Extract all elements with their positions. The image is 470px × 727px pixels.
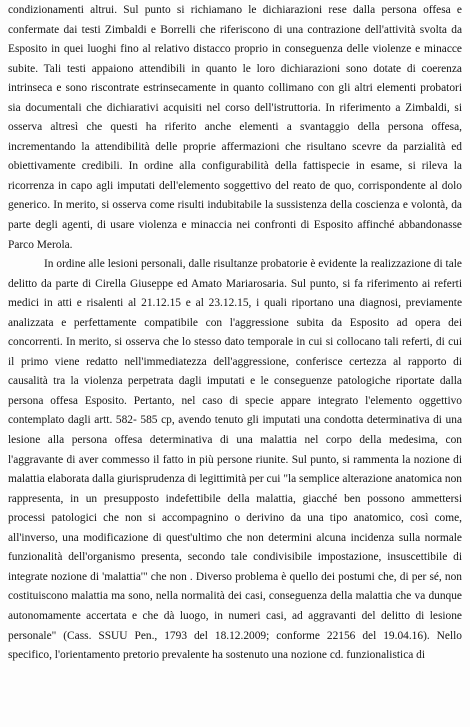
document-body xyxy=(8,1,462,666)
paragraph-lesioni-personali: In ordine alle lesioni personali, dalle risultanze probatorie è evidente la realizzazione di tale delitto da parte di Cirella Giuseppe ed Amato Mariarosaria. Sul punto, si fa riferimento ai referti medici in atti e risalenti al 21.12.15 e al 23.12.15, i quali riportano una diagnosi, previamente analizzata e perfettamente compatibile con l'aggressione subita da Esposito ad opera dei concorrenti. In merito, si osserva che lo stesso dato temporale in cui si collocano tali referti, di cui il primo viene redatto nell'immediatezza dell'aggressione, conferisce certezza al rapporto di causalità tra la violenza perpetrata dagli imputati e le conseguenze patologiche riportate dalla persona offesa Esposito. Pertanto, nel caso di specie appare integrato l'elemento oggettivo contemplato dagli artt. 582- 585 cp, avendo tenuto gli imputati una condotta determinativa di una lesione alla persona offesa determinativa di una malattia nel corpo della medesima, con l'aggravante di aver commesso il fatto in più persone riunite. Sul punto, si rammenta la nozione di malattia elaborata dalla giurisprudenza di legittimità per cui "la semplice alterazione anatomica non rappresenta, in un presupposto indefettibile della malattia, giacché ben possono ammettersi processi patologici che non si accompagnino o derivino da una tipo anatomico, così come, all'inverso, una modificazione di quest'ultimo che non determini alcuna incidenza sulla normale funzionalità dell'organismo presenta, secondo tale condivisibile impostazione, insuscettibile di integrate nozione di 'malattia'" che non . Diverso problema è quello dei postumi che, di per sé, non costituiscono malattia ma sono, nella normalità dei casi, conseguenza della malattia che va dunque autonomamente accertata e che dà luogo, in numeri casi, ad aggravanti del delitto di lesione personale" (Cass. SSUU Pen., 1793 del 18.12.2009; conforme 22156 del 19.04.16). Nello specifico, l'orientamento pretorio prevalente ha sostenuto una nozione cd. funzionalistica di xyxy=(8,258,462,662)
paragraph-continuation: condizionamenti altrui. Sul punto si richiamano le dichiarazioni rese dalla persona offesa e confermate dai testi Zimbaldi e Borrelli che riferiscono di una contrazione dell'attività svolta da Esposito in quei luoghi fino al relativo distacco proprio in conseguenza delle violenze e minacce subite. Tali testi appaiono attendibili in quanto le loro dichiarazioni sono dotate di coerenza intrinseca e sono riscontrate estrinsecamente in quanto collimano con gli altri elementi probatori sia documentali che dichiarativi acquisiti nel corso dell'istruttoria. In riferimento a Zimbaldi, si osserva altresì che questi ha riferito anche elementi a svantaggio della persona offesa, incrementando la attendibilità delle proprie affermazioni che risultano scevre da parzialità ed obiettivamente credibili. In ordine alla configurabilità della fattispecie in esame, si rileva la ricorrenza in capo agli imputati dell'elemento soggettivo del reato de quo, corrispondente al dolo generico. In merito, si osserva come risulti indubitabile la sussistenza della coscienza e volontà, da parte degli agenti, di usare violenza e minaccia nei confronti di Esposito affinché abbandonasse Parco Merola. xyxy=(8,4,462,251)
